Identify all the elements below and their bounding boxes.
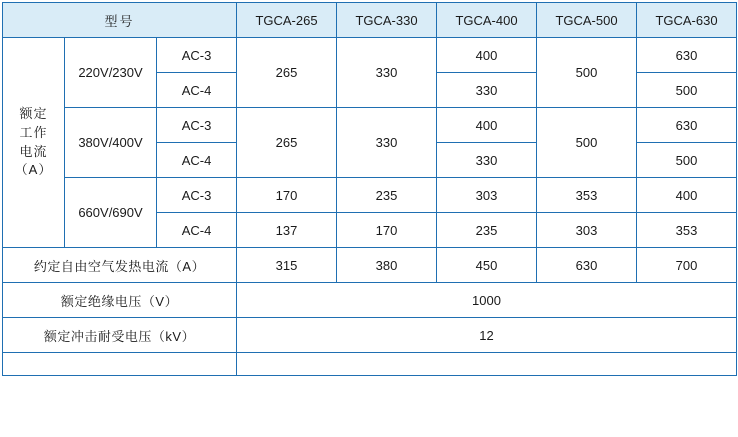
- value-cell: 170: [337, 213, 437, 248]
- utilization-category: AC-3: [157, 178, 237, 213]
- value-cell: 330: [437, 143, 537, 178]
- value-cell: 137: [237, 213, 337, 248]
- utilization-category: AC-4: [157, 73, 237, 108]
- value-cell: 303: [537, 213, 637, 248]
- partial-value-cell: [237, 353, 737, 376]
- value-cell: 170: [237, 178, 337, 213]
- value-cell: 303: [437, 178, 537, 213]
- value-cell: 330: [337, 108, 437, 178]
- header-model-2: TGCA-330: [337, 3, 437, 38]
- value-cell: 450: [437, 248, 537, 283]
- header-model-1: TGCA-265: [237, 3, 337, 38]
- header-model-3: TGCA-400: [437, 3, 537, 38]
- value-cell: 630: [637, 38, 737, 73]
- value-cell: 400: [437, 38, 537, 73]
- partial-label-cell: [3, 353, 237, 376]
- value-cell: 630: [637, 108, 737, 143]
- voltage-label-660: 660V/690V: [65, 178, 157, 248]
- value-cell: 353: [637, 213, 737, 248]
- impulse-voltage-value: 12: [237, 318, 737, 353]
- table-row: [3, 178, 737, 213]
- utilization-category: AC-4: [157, 213, 237, 248]
- group-label-line-2: 工作: [19, 124, 48, 140]
- value-cell: 700: [637, 248, 737, 283]
- insulation-voltage-value: 1000: [237, 283, 737, 318]
- value-cell: 500: [537, 38, 637, 108]
- value-cell: 235: [337, 178, 437, 213]
- table-row: [3, 318, 737, 353]
- impulse-voltage-label: 额定冲击耐受电压（kV）: [3, 318, 237, 353]
- value-cell: 500: [537, 108, 637, 178]
- insulation-voltage-label: 额定绝缘电压（V）: [3, 283, 237, 318]
- voltage-label-380: 380V/400V: [65, 108, 157, 178]
- table-row: [3, 283, 737, 318]
- table-row: [3, 248, 737, 283]
- value-cell: 400: [637, 178, 737, 213]
- table-header-row: [3, 3, 737, 38]
- table-row: [3, 38, 737, 73]
- group-label-line-3: 电流: [19, 143, 48, 159]
- header-model-5: TGCA-630: [637, 3, 737, 38]
- utilization-category: AC-4: [157, 143, 237, 178]
- specification-table: [2, 2, 737, 376]
- value-cell: 330: [337, 38, 437, 108]
- table-row: [3, 108, 737, 143]
- group-label-line-1: 额定: [19, 105, 48, 121]
- value-cell: 265: [237, 108, 337, 178]
- thermal-current-label: 约定自由空气发热电流（A）: [3, 248, 237, 283]
- rated-current-group-label: [3, 38, 65, 248]
- header-model-label: 型号: [3, 3, 237, 38]
- utilization-category: AC-3: [157, 38, 237, 73]
- value-cell: 235: [437, 213, 537, 248]
- table-row-partial: [3, 353, 737, 376]
- value-cell: 500: [637, 73, 737, 108]
- value-cell: 380: [337, 248, 437, 283]
- value-cell: 500: [637, 143, 737, 178]
- group-label-line-4: （A）: [14, 162, 53, 178]
- value-cell: 265: [237, 38, 337, 108]
- value-cell: 330: [437, 73, 537, 108]
- utilization-category: AC-3: [157, 108, 237, 143]
- value-cell: 315: [237, 248, 337, 283]
- value-cell: 400: [437, 108, 537, 143]
- header-model-4: TGCA-500: [537, 3, 637, 38]
- value-cell: 630: [537, 248, 637, 283]
- voltage-label-220: 220V/230V: [65, 38, 157, 108]
- value-cell: 353: [537, 178, 637, 213]
